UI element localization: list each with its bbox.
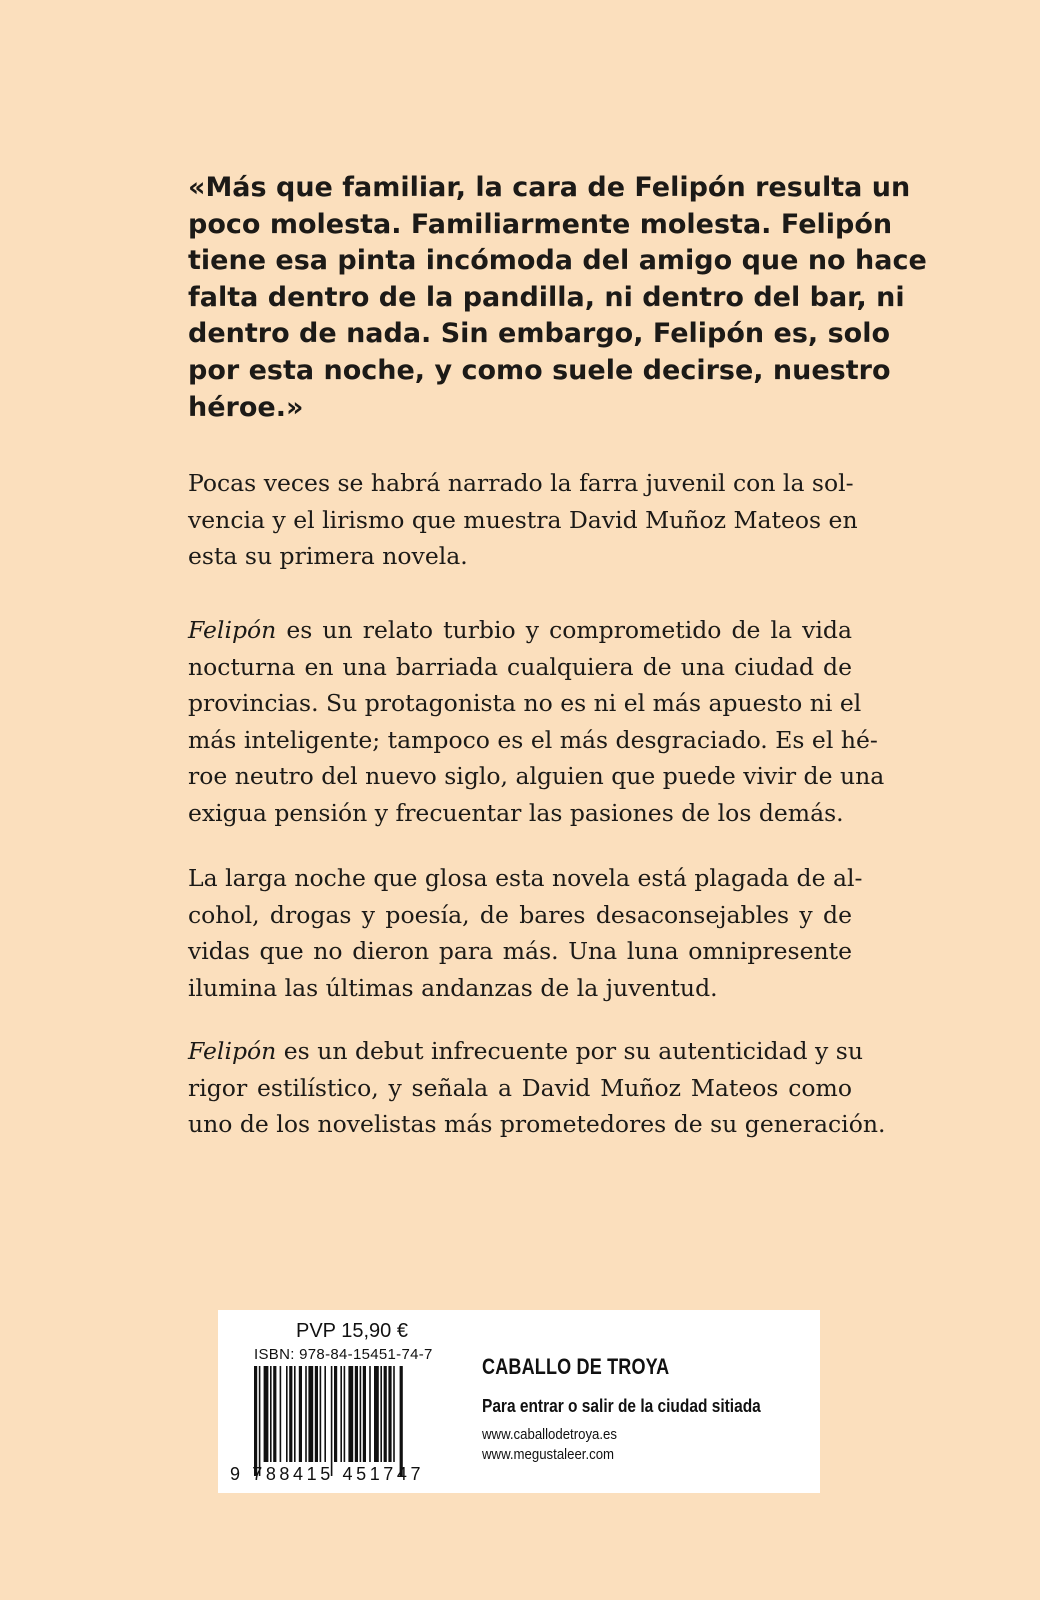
barcode-bar (348, 1366, 353, 1462)
barcode-bar (305, 1366, 307, 1462)
paragraph-line-text: es un debut infrecuente por su autenticidad y su (276, 1037, 863, 1065)
quote-line: poco molesta. Familiarmente molesta. Felipón (188, 208, 893, 240)
barcode-panel (218, 1310, 820, 1493)
quote-line: héroe.» (188, 391, 304, 423)
barcode-bar (259, 1366, 261, 1476)
paragraph-line: rigor estilístico, y señala a David Muñoz Mateos como (188, 1073, 852, 1102)
paragraph-line: más inteligente; tampoco es el más desgraciado. Es el hé- (188, 725, 878, 754)
paragraph-line: uno de los novelistas más prometedores de su generación. (188, 1110, 886, 1138)
barcode-bar (324, 1366, 326, 1462)
barcode-bar (299, 1366, 302, 1462)
paragraph-line: esta su primera novela. (188, 542, 468, 570)
barcode-bar (369, 1366, 371, 1462)
paragraph-line: nocturna en una barriada cualquiera de una ciudad de (188, 652, 852, 681)
barcode-bar (254, 1366, 257, 1476)
barcode-bar (331, 1366, 333, 1476)
barcode-bar (340, 1366, 342, 1462)
barcode-bar (400, 1366, 403, 1476)
paragraph-line: ilumina las últimas andanzas de la juventud. (188, 973, 718, 1002)
price-label: PVP 15,90 € (296, 1320, 408, 1342)
paragraph-line: vidas que no dieron para más. Una luna omnipresente (188, 937, 852, 965)
barcode-bar (280, 1366, 282, 1462)
barcode-bar (380, 1366, 382, 1462)
description-paragraph-1 (188, 465, 858, 575)
barcode-bar (315, 1366, 318, 1462)
barcode-bar (355, 1366, 358, 1462)
book-title-italic: Felipón (188, 616, 277, 644)
barcode-bar (344, 1366, 346, 1462)
barcode-bar (308, 1366, 313, 1462)
barcode-bar (334, 1366, 337, 1462)
barcode-bar (374, 1366, 379, 1462)
barcode-bar (286, 1366, 288, 1462)
paragraph-line: Pocas veces se habrá narrado la farra juvenil con la sol- (188, 469, 854, 497)
description-paragraph-4 (188, 1033, 886, 1143)
book-title-italic: Felipón (188, 1037, 277, 1065)
description-paragraph-2 (188, 612, 885, 831)
barcode-bar (393, 1366, 395, 1462)
barcode-bar (273, 1366, 276, 1462)
quote-line: falta dentro de la pandilla, ni dentro del bar, ni (188, 281, 905, 313)
paragraph-line: provincias. Su protagonista no es ni el más apuesto ni el (188, 689, 862, 717)
barcode-bar (384, 1366, 387, 1462)
paragraph-line: La larga noche que glosa esta novela está plagada de al- (188, 864, 863, 892)
publisher-website-secondary: www.megustaleer.com (482, 1446, 615, 1463)
paragraph-line-text: es un relato turbio y comprometido de la vida (276, 616, 852, 644)
barcode-bar (320, 1366, 322, 1462)
barcode-bar (270, 1366, 272, 1462)
paragraph-line (188, 1033, 863, 1070)
barcode-bar (264, 1366, 269, 1462)
barcode-bar (294, 1366, 296, 1462)
blurb-quote (188, 170, 927, 426)
barcode-bar (363, 1366, 366, 1462)
publisher-name: CABALLO DE TROYA (482, 1354, 670, 1379)
barcode-bar (360, 1366, 362, 1462)
paragraph-line: exigua pensión y frecuentar las pasiones de los demás. (188, 798, 844, 827)
quote-line: por esta noche, y como suele decirse, nuestro (188, 354, 891, 386)
publisher-website: www.caballodetroya.es (482, 1426, 618, 1443)
paragraph-line: cohol, drogas y poesía, de bares desaconsejables y de (188, 900, 852, 929)
publisher-tagline: Para entrar o salir de la ciudad sitiada (482, 1396, 761, 1416)
paragraph-line: vencia y el lirismo que muestra David Muñoz Mateos en (188, 505, 858, 534)
quote-line: dentro de nada. Sin embargo, Felipón es, solo (188, 318, 891, 350)
barcode-icon (254, 1366, 450, 1476)
barcode-bar (388, 1366, 391, 1462)
paragraph-line (188, 612, 852, 649)
quote-line: tiene esa pinta incómoda del amigo que no hace (188, 245, 927, 277)
quote-line: «Más que familiar, la cara de Felipón resulta un (188, 172, 911, 203)
barcode-bar (289, 1366, 292, 1462)
description-paragraph-3 (188, 860, 863, 1006)
isbn-label: ISBN: 978-84-15451-74-7 (254, 1346, 433, 1363)
paragraph-line: roe neutro del nuevo siglo, alguien que puede vivir de una (188, 762, 885, 790)
barcode-digits: 9 788415 451747 (230, 1464, 425, 1484)
